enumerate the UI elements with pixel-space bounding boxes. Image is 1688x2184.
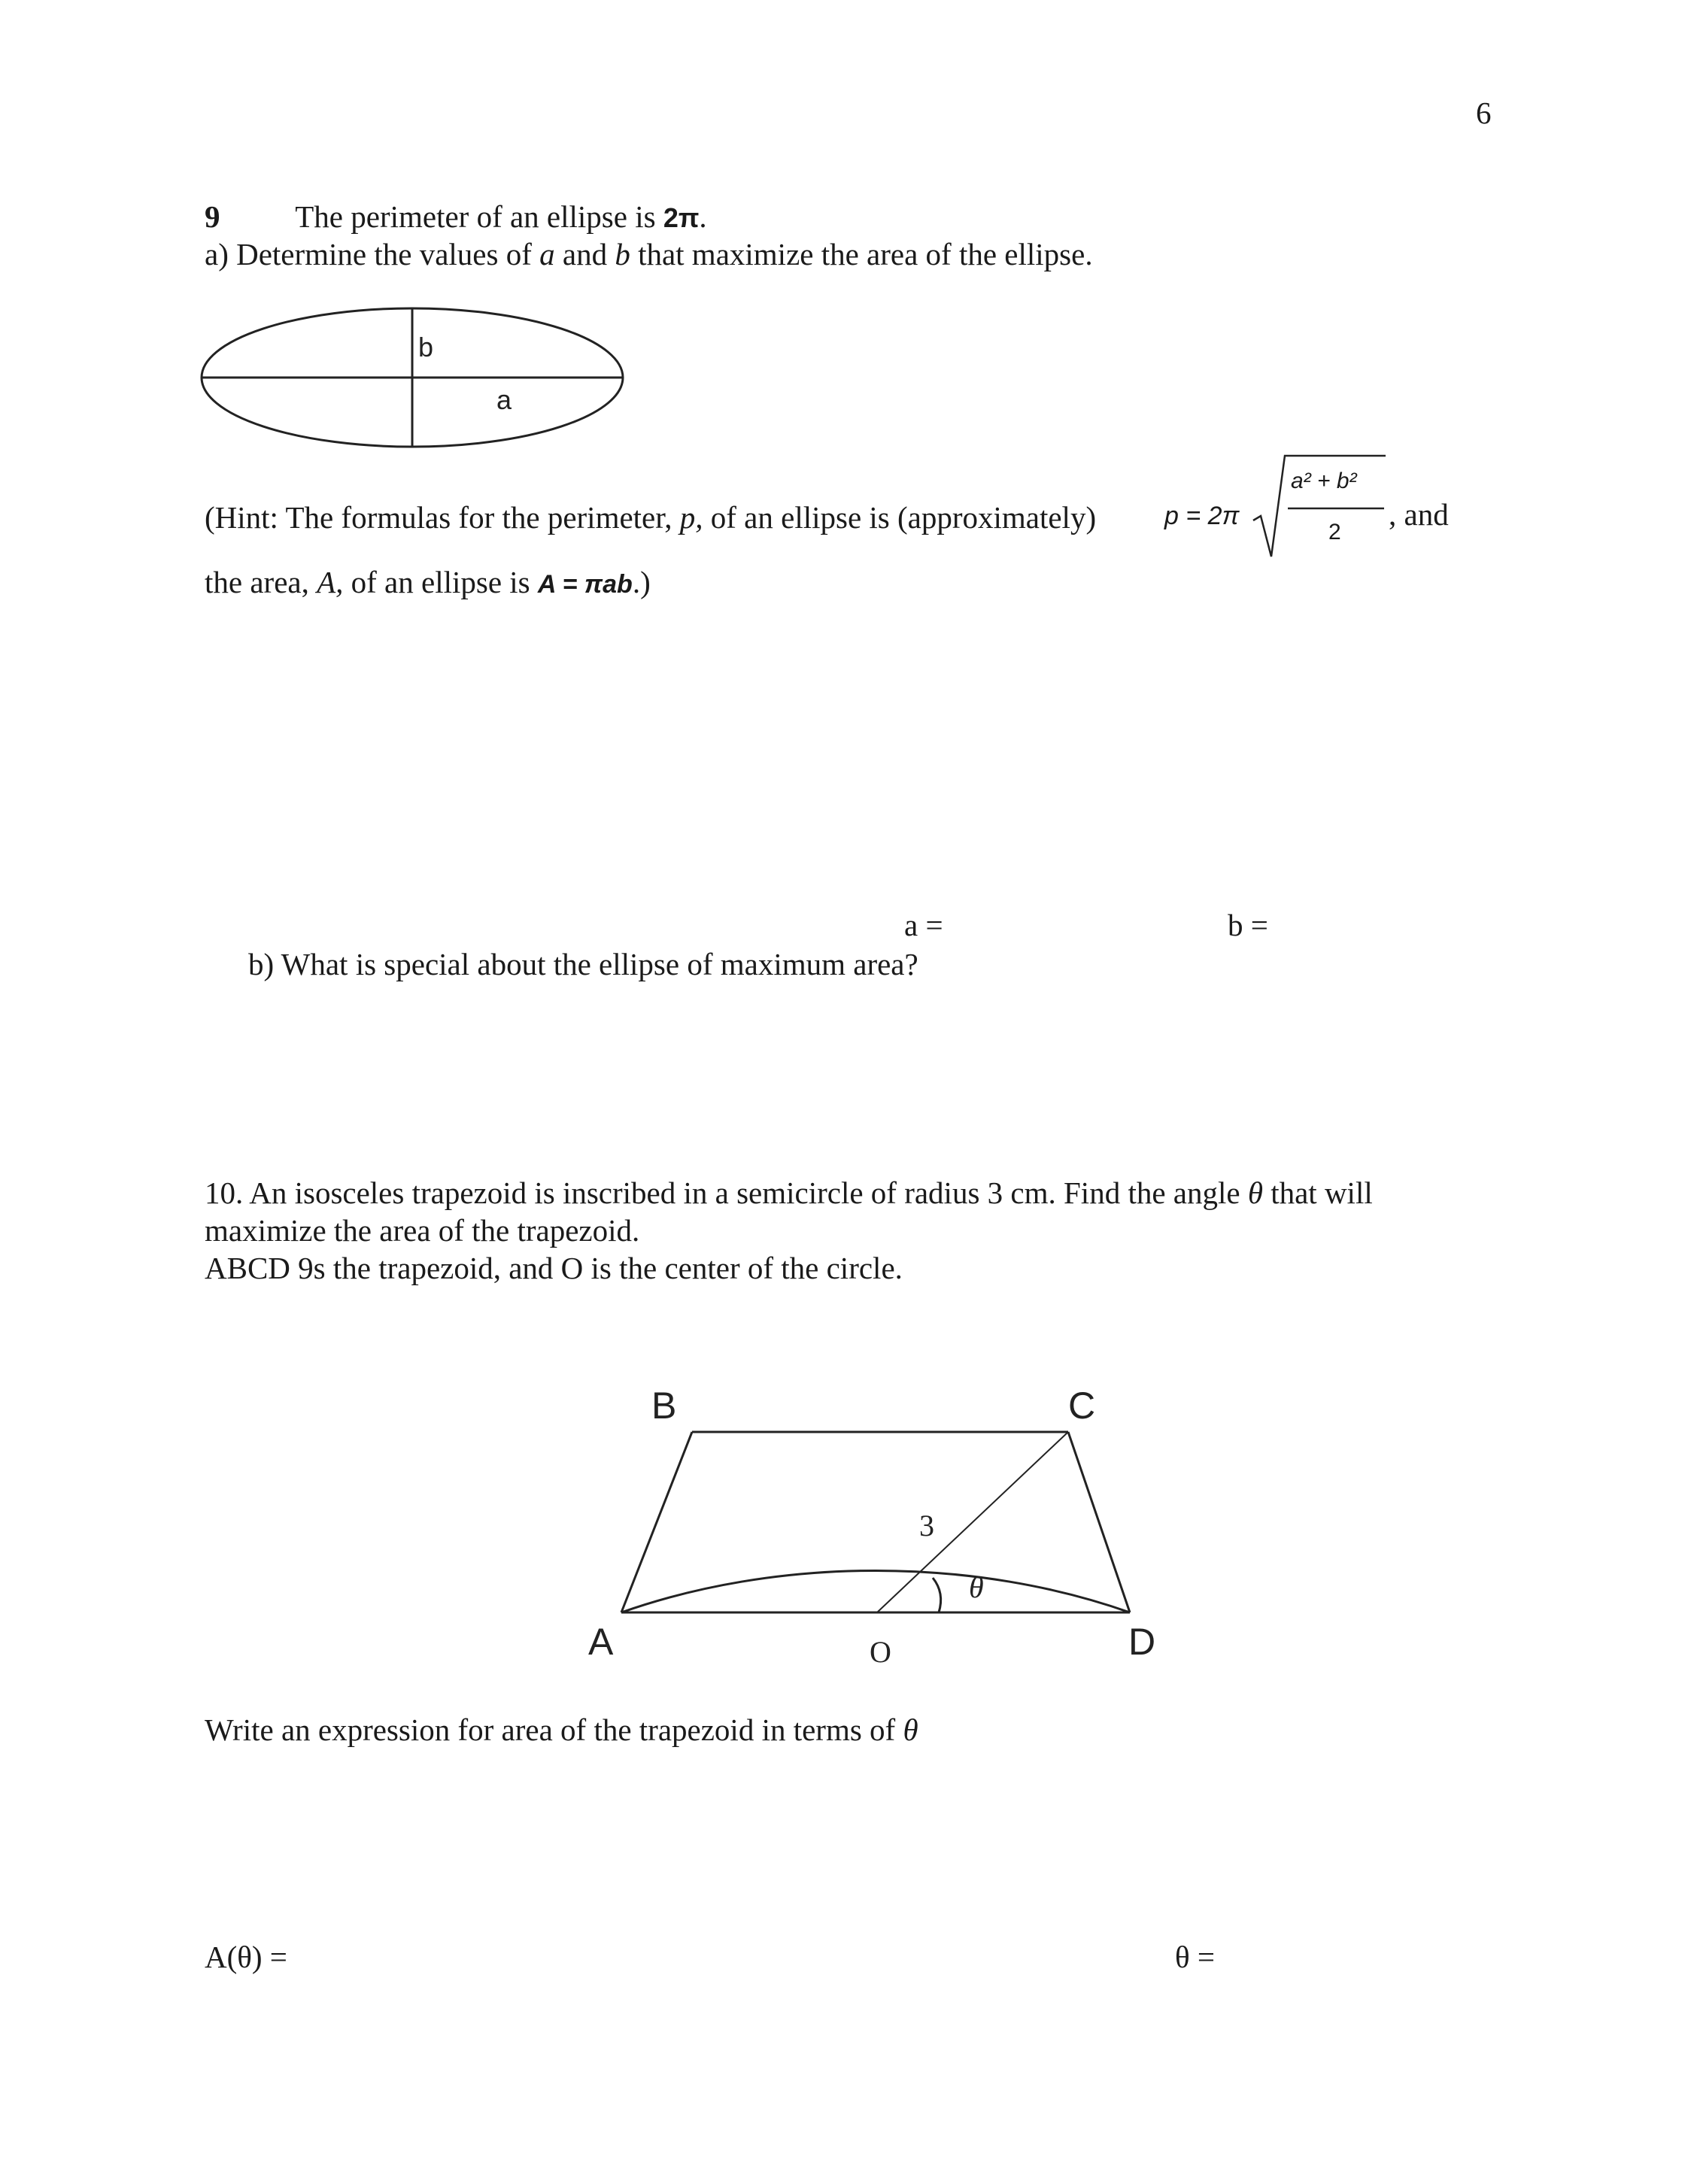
radius-label: 3 <box>919 1509 934 1542</box>
question-10-line-3: ABCD 9s the trapezoid, and O is the center of the circle. <box>205 1251 903 1285</box>
perimeter-value: 2π <box>663 202 700 233</box>
page-number: 6 <box>1476 96 1492 130</box>
answer-a-label: a = <box>904 908 943 942</box>
hint-line-1: (Hint: The formulas for the perimeter, p, of an ellipse is (approximately) <box>205 500 1097 535</box>
vertex-a-label: A <box>588 1621 614 1663</box>
formula-denominator: 2 <box>1328 520 1341 544</box>
vertex-b-label: B <box>651 1385 677 1427</box>
part-b-question: b) What is special about the ellipse of maximum area? <box>248 947 918 981</box>
center-o-label: O <box>870 1635 891 1669</box>
leg-cd <box>1068 1432 1130 1612</box>
vertex-c-label: C <box>1068 1385 1096 1427</box>
vertex-d-label: D <box>1128 1621 1156 1663</box>
write-prompt: Write an expression for area of the trapezoid in terms of θ <box>205 1712 918 1747</box>
label-a: a <box>496 384 512 415</box>
question-10-line-2: maximize the area of the trapezoid. <box>205 1213 640 1248</box>
area-formula: A = πab <box>537 570 633 599</box>
part-a-question: a) Determine the values of a and b that maximize the area of the ellipse. <box>205 237 1093 271</box>
answer-b-label: b = <box>1228 908 1268 942</box>
question-9-heading: 9 The perimeter of an ellipse is 2π. <box>205 199 707 234</box>
perimeter-formula-lhs: p = 2π <box>1164 502 1240 530</box>
label-b: b <box>418 332 434 362</box>
hint-line-2: the area, A, of an ellipse is A = πab.) <box>205 565 651 599</box>
answer-area-label: A(θ) = <box>205 1940 287 1974</box>
question-intro: The perimeter of an ellipse is <box>295 199 656 234</box>
answer-theta-label: θ = <box>1175 1940 1216 1974</box>
angle-label: θ <box>969 1570 984 1604</box>
formula-numerator: a² + b² <box>1291 469 1357 493</box>
leg-ab <box>621 1432 692 1612</box>
semicircle-arc <box>621 1570 1130 1612</box>
hint-and: , and <box>1389 497 1449 532</box>
angle-arc <box>933 1578 941 1612</box>
question-number: 9 <box>205 199 220 234</box>
question-10-line-1: 10. An isosceles trapezoid is inscribed in a semicircle of radius 3 cm. Find the angle θ that will <box>205 1175 1373 1210</box>
